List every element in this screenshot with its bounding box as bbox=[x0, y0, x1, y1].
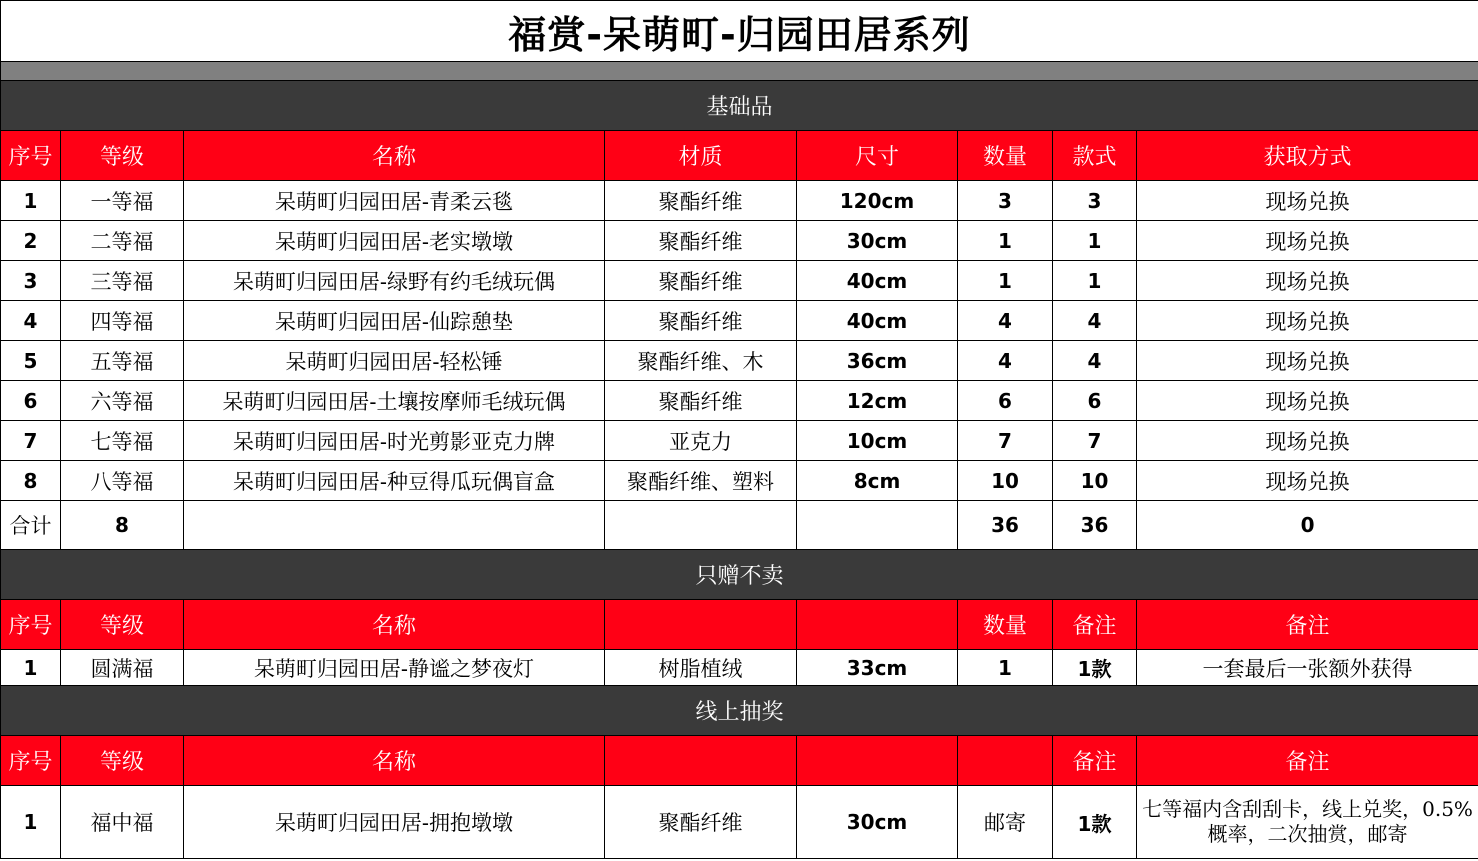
cell-styles: 4 bbox=[1053, 341, 1137, 381]
gift-header-row bbox=[1, 600, 1478, 650]
cell-name: 呆萌町归园田居-时光剪影亚克力牌 bbox=[184, 421, 605, 461]
basic-header-row bbox=[1, 131, 1478, 181]
col-header: 等级 bbox=[61, 736, 184, 786]
cell-name: 呆萌町归园田居-仙踪憩垫 bbox=[184, 301, 605, 341]
cell-styles: 1 bbox=[1053, 261, 1137, 301]
col-header bbox=[797, 736, 958, 786]
cell-quantity: 4 bbox=[958, 341, 1053, 381]
cell-size: 30cm bbox=[797, 221, 958, 261]
total-method: 0 bbox=[1137, 501, 1478, 550]
table-row bbox=[1, 221, 1478, 261]
col-header: 尺寸 bbox=[797, 131, 958, 181]
col-header: 数量 bbox=[958, 131, 1053, 181]
cell-index: 7 bbox=[1, 421, 61, 461]
cell-material: 树脂植绒 bbox=[605, 650, 797, 686]
cell-name: 呆萌町归园田居-老实墩墩 bbox=[184, 221, 605, 261]
cell-styles: 6 bbox=[1053, 381, 1137, 421]
cell-grade: 福中福 bbox=[61, 786, 184, 859]
table-row bbox=[1, 341, 1478, 381]
cell-material: 聚酯纤维、塑料 bbox=[605, 461, 797, 501]
cell-material: 聚酯纤维 bbox=[605, 381, 797, 421]
cell-method: 现场兑换 bbox=[1137, 421, 1478, 461]
cell-material: 亚克力 bbox=[605, 421, 797, 461]
total-styles: 36 bbox=[1053, 501, 1137, 550]
cell-name: 呆萌町归园田居-拥抱墩墩 bbox=[184, 786, 605, 859]
online-section-row bbox=[1, 686, 1478, 736]
cell-method: 现场兑换 bbox=[1137, 221, 1478, 261]
col-header bbox=[605, 600, 797, 650]
cell-method: 现场兑换 bbox=[1137, 381, 1478, 421]
section-title-basic: 基础品 bbox=[1, 81, 1478, 131]
cell-index: 1 bbox=[1, 181, 61, 221]
cell-styles: 4 bbox=[1053, 301, 1137, 341]
online-header-row bbox=[1, 736, 1478, 786]
cell-index: 1 bbox=[1, 650, 61, 686]
cell-grade: 一等福 bbox=[61, 181, 184, 221]
divider-row bbox=[1, 62, 1478, 81]
col-header: 备注 bbox=[1053, 600, 1137, 650]
cell-grade: 五等福 bbox=[61, 341, 184, 381]
cell-quantity: 7 bbox=[958, 421, 1053, 461]
cell-index: 4 bbox=[1, 301, 61, 341]
col-header bbox=[605, 736, 797, 786]
cell-grade: 四等福 bbox=[61, 301, 184, 341]
cell-size: 120cm bbox=[797, 181, 958, 221]
cell-method: 现场兑换 bbox=[1137, 261, 1478, 301]
cell-grade: 圆满福 bbox=[61, 650, 184, 686]
total-quantity: 36 bbox=[958, 501, 1053, 550]
col-header: 备注 bbox=[1053, 736, 1137, 786]
section-title-online: 线上抽奖 bbox=[1, 686, 1478, 736]
table-row bbox=[1, 381, 1478, 421]
empty-cell bbox=[605, 501, 797, 550]
col-header: 数量 bbox=[958, 600, 1053, 650]
cell-styles: 10 bbox=[1053, 461, 1137, 501]
col-header: 名称 bbox=[184, 736, 605, 786]
cell-size: 36cm bbox=[797, 341, 958, 381]
cell-quantity: 6 bbox=[958, 381, 1053, 421]
cell-grade: 八等福 bbox=[61, 461, 184, 501]
col-header: 备注 bbox=[1137, 600, 1478, 650]
col-header: 等级 bbox=[61, 131, 184, 181]
cell-grade: 二等福 bbox=[61, 221, 184, 261]
col-header: 获取方式 bbox=[1137, 131, 1478, 181]
cell-method: 现场兑换 bbox=[1137, 341, 1478, 381]
cell-index: 2 bbox=[1, 221, 61, 261]
col-header: 款式 bbox=[1053, 131, 1137, 181]
table-row bbox=[1, 421, 1478, 461]
section-title-gift: 只赠不卖 bbox=[1, 550, 1478, 600]
cell-quantity: 4 bbox=[958, 301, 1053, 341]
cell-name: 呆萌町归园田居-轻松锤 bbox=[184, 341, 605, 381]
table-row bbox=[1, 261, 1478, 301]
table-row bbox=[1, 461, 1478, 501]
cell-grade: 六等福 bbox=[61, 381, 184, 421]
cell-grade: 七等福 bbox=[61, 421, 184, 461]
cell-index: 5 bbox=[1, 341, 61, 381]
cell-styles: 1款 bbox=[1053, 786, 1137, 859]
col-header bbox=[797, 600, 958, 650]
cell-name: 呆萌町归园田居-种豆得瓜玩偶盲盒 bbox=[184, 461, 605, 501]
empty-cell bbox=[184, 501, 605, 550]
col-header: 序号 bbox=[1, 600, 61, 650]
cell-method: 现场兑换 bbox=[1137, 461, 1478, 501]
cell-grade: 三等福 bbox=[61, 261, 184, 301]
cell-material: 聚酯纤维、木 bbox=[605, 341, 797, 381]
cell-index: 3 bbox=[1, 261, 61, 301]
table-row bbox=[1, 301, 1478, 341]
cell-size: 40cm bbox=[797, 301, 958, 341]
empty-cell bbox=[797, 501, 958, 550]
cell-quantity: 1 bbox=[958, 221, 1053, 261]
cell-size: 30cm bbox=[797, 786, 958, 859]
cell-name: 呆萌町归园田居-青柔云毯 bbox=[184, 181, 605, 221]
cell-index: 8 bbox=[1, 461, 61, 501]
cell-styles: 7 bbox=[1053, 421, 1137, 461]
cell-size: 8cm bbox=[797, 461, 958, 501]
cell-material: 聚酯纤维 bbox=[605, 181, 797, 221]
cell-styles: 1款 bbox=[1053, 650, 1137, 686]
cell-quantity: 1 bbox=[958, 261, 1053, 301]
col-header: 名称 bbox=[184, 131, 605, 181]
total-grades: 8 bbox=[61, 501, 184, 550]
basic-section-row bbox=[1, 81, 1478, 131]
cell-delivery: 邮寄 bbox=[958, 786, 1053, 859]
cell-method: 现场兑换 bbox=[1137, 181, 1478, 221]
total-label: 合计 bbox=[1, 501, 61, 550]
table-row bbox=[1, 786, 1478, 859]
title-row bbox=[1, 1, 1478, 62]
cell-material: 聚酯纤维 bbox=[605, 221, 797, 261]
sheet-title: 福赏-呆萌町-归园田居系列 bbox=[1, 1, 1478, 62]
col-header bbox=[958, 736, 1053, 786]
cell-size: 12cm bbox=[797, 381, 958, 421]
cell-index: 1 bbox=[1, 786, 61, 859]
table-row bbox=[1, 181, 1478, 221]
cell-quantity: 10 bbox=[958, 461, 1053, 501]
cell-name: 呆萌町归园田居-静谧之梦夜灯 bbox=[184, 650, 605, 686]
gray-divider bbox=[1, 62, 1478, 81]
cell-quantity: 3 bbox=[958, 181, 1053, 221]
col-header: 名称 bbox=[184, 600, 605, 650]
gift-section-row bbox=[1, 550, 1478, 600]
cell-material: 聚酯纤维 bbox=[605, 301, 797, 341]
col-header: 等级 bbox=[61, 600, 184, 650]
cell-index: 6 bbox=[1, 381, 61, 421]
col-header: 备注 bbox=[1137, 736, 1478, 786]
cell-styles: 3 bbox=[1053, 181, 1137, 221]
cell-material: 聚酯纤维 bbox=[605, 786, 797, 859]
cell-name: 呆萌町归园田居-绿野有约毛绒玩偶 bbox=[184, 261, 605, 301]
cell-note: 一套最后一张额外获得 bbox=[1137, 650, 1478, 686]
cell-note: 七等福内含刮刮卡，线上兑奖，0.5%概率，二次抽赏，邮寄 bbox=[1137, 786, 1478, 859]
cell-size: 10cm bbox=[797, 421, 958, 461]
total-row bbox=[1, 501, 1478, 550]
table-row bbox=[1, 650, 1478, 686]
cell-quantity: 1 bbox=[958, 650, 1053, 686]
cell-method: 现场兑换 bbox=[1137, 301, 1478, 341]
cell-styles: 1 bbox=[1053, 221, 1137, 261]
col-header: 材质 bbox=[605, 131, 797, 181]
col-header: 序号 bbox=[1, 736, 61, 786]
col-header: 序号 bbox=[1, 131, 61, 181]
cell-material: 聚酯纤维 bbox=[605, 261, 797, 301]
cell-size: 33cm bbox=[797, 650, 958, 686]
cell-name: 呆萌町归园田居-土壤按摩师毛绒玩偶 bbox=[184, 381, 605, 421]
cell-size: 40cm bbox=[797, 261, 958, 301]
